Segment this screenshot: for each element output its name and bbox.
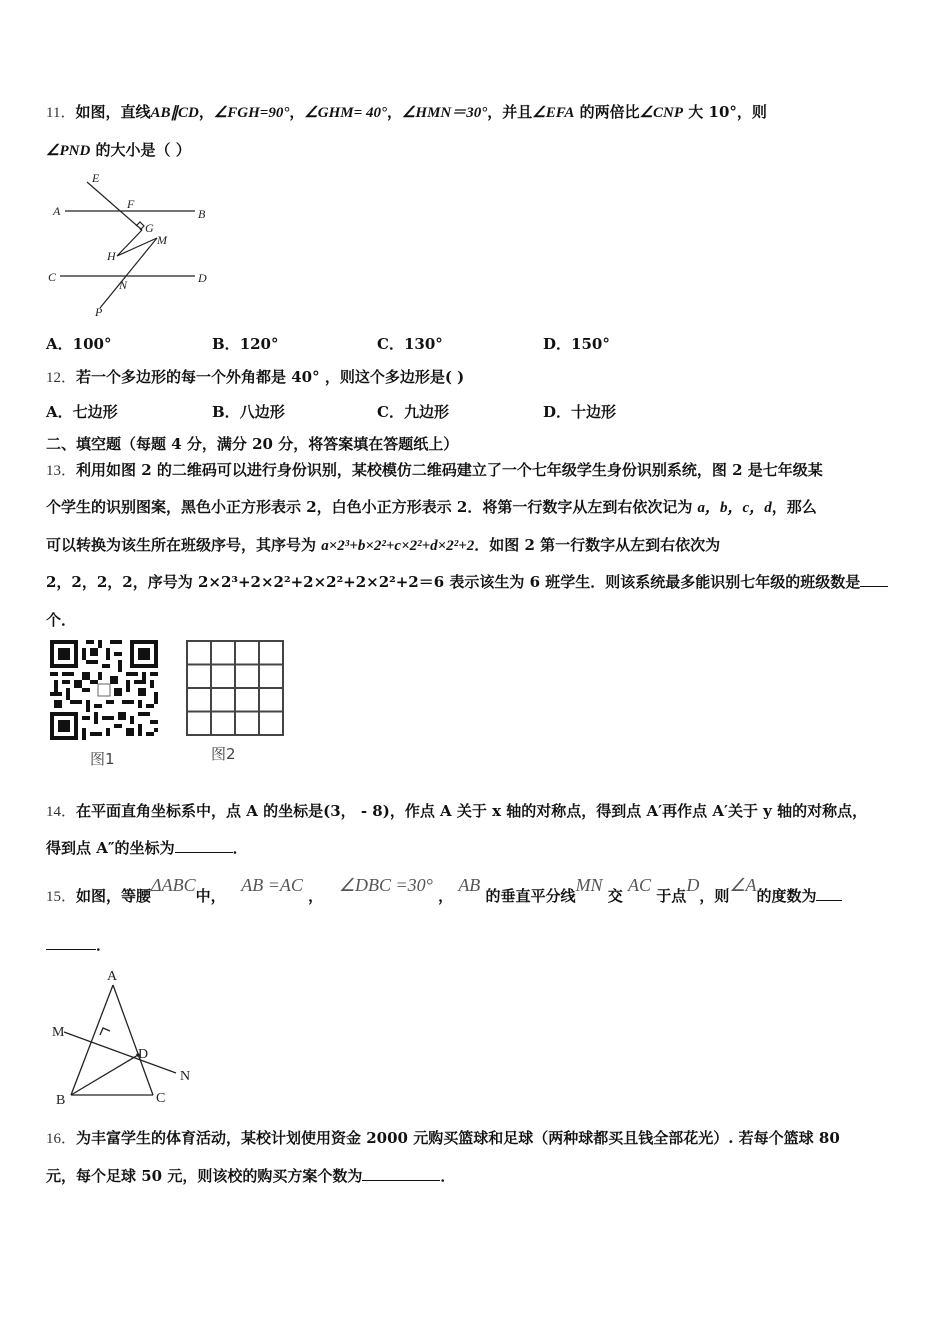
- q11-option-d: [543, 333, 610, 354]
- option-text: 120°: [239, 335, 279, 353]
- q16-line1: [46, 1128, 840, 1149]
- label-d: D: [198, 271, 207, 285]
- section-heading-fill-in-blank: 二、填空题（每题 4 分，满分 20 分，将答案填在答题纸上）: [46, 435, 459, 453]
- figure-2-caption: 图2: [211, 745, 236, 763]
- math-ac: AC: [628, 875, 652, 895]
- text: 元，每个足球 50 元，则该校的购买方案个数为: [46, 1167, 363, 1185]
- q12-option-b: [212, 401, 285, 422]
- text: ，: [198, 103, 214, 121]
- math-d: D: [686, 875, 700, 895]
- label-m: M: [157, 233, 167, 247]
- math-angle-fgh: ∠FGH=90°: [213, 105, 290, 121]
- q16-line2: [46, 1166, 455, 1186]
- q15-line1: [46, 875, 842, 907]
- text: 为丰富学生的体育活动，某校计划使用资金 2000 元购买篮球和足球（两种球都买且钱全部花光）. 若每个篮球 80: [76, 1129, 840, 1147]
- answer-blank[interactable]: [816, 887, 842, 901]
- q13-line2: [46, 497, 817, 518]
- option-letter: B．: [212, 335, 240, 353]
- q11-option-c: [377, 333, 443, 354]
- text: 2，2，2，2，序号为 2×2³+2×2²+2×2²+2×2²+2＝6 表示该生为 6 班学生．则该系统最多能识别七年级的班级数是: [46, 573, 861, 591]
- text: ．如图 2 第一行数字从左到右依次为: [474, 536, 721, 554]
- text: 于点: [656, 887, 687, 905]
- math-angle-hmn: ∠HMN＝30°: [401, 105, 488, 121]
- option-text: 十边形: [571, 403, 617, 421]
- label-h: H: [107, 249, 116, 263]
- text: 的大小是（ ）: [90, 141, 191, 159]
- text: 可以转换为该生所在班级序号，其序号为: [46, 536, 322, 554]
- math-ab: AB: [458, 875, 481, 895]
- option-text: 130°: [403, 335, 443, 353]
- math-angle-a: ∠A: [729, 875, 757, 895]
- option-text: 150°: [571, 335, 610, 353]
- text: 的垂直平分线: [485, 887, 576, 905]
- text: ，那么: [771, 498, 817, 516]
- q13-line1: [46, 460, 823, 481]
- q14-line2: [46, 838, 248, 858]
- math-angle-pnd: ∠PND: [46, 143, 91, 159]
- option-letter: C．: [377, 335, 404, 353]
- option-letter: A．: [46, 335, 73, 353]
- text: ．: [232, 839, 248, 857]
- q12-option-d: [543, 401, 616, 422]
- label-a: A: [107, 969, 118, 984]
- text: 利用如图 2 的二维码可以进行身份识别，某校模仿二维码建立了一个七年级学生身份识别系统，图 2 是七年级某: [76, 461, 823, 479]
- q15-line2: [46, 935, 111, 955]
- text: 的度数为: [756, 887, 817, 905]
- answer-blank[interactable]: [362, 1167, 440, 1181]
- option-letter: A．: [46, 403, 73, 421]
- option-text: 100°: [72, 335, 112, 353]
- text: 大 10°，则: [683, 103, 767, 121]
- answer-blank[interactable]: [860, 573, 888, 587]
- label-n: N: [180, 1069, 191, 1084]
- text: ，: [289, 103, 305, 121]
- text: ，: [386, 103, 402, 121]
- math-angle-dbc: ∠DBC =30°: [338, 875, 433, 895]
- text: 如图，等腰: [76, 887, 152, 905]
- q12-option-a: [46, 401, 118, 422]
- math-vars: a，b，c，d: [697, 500, 772, 516]
- math-angle-cnp: ∠CNP: [639, 105, 684, 121]
- label-d: D: [138, 1047, 149, 1062]
- option-letter: D．: [543, 403, 572, 421]
- q12-number: 12．: [46, 370, 77, 386]
- option-text: 八边形: [239, 403, 285, 421]
- label-b: B: [56, 1093, 66, 1108]
- q11-option-b: [212, 333, 279, 354]
- text: 个学生的识别图案，黑色小正方形表示 2，白色小正方形表示 2．将第一行数字从左到右依次记为: [46, 498, 698, 516]
- text: 在平面直角坐标系中，点 A 的坐标是(3， - 8)，作点 A 关于 x 轴的对称点，得到点 A′再作点 A′关于 y 轴的对称点，: [76, 802, 868, 820]
- option-letter: B．: [212, 403, 240, 421]
- figure-1-caption: 图1: [90, 750, 115, 768]
- label-g: G: [145, 221, 154, 235]
- label-b: B: [198, 207, 206, 221]
- label-a: A: [53, 204, 61, 218]
- option-letter: C．: [377, 403, 404, 421]
- text: 交: [607, 887, 623, 905]
- qr-code-figure: [50, 640, 158, 740]
- label-p: P: [95, 305, 103, 318]
- q11-option-a: [46, 333, 111, 354]
- q12-option-c: [377, 401, 449, 422]
- math-ab-parallel-cd: AB∥CD: [150, 105, 199, 121]
- q13-line5: 个．: [46, 611, 77, 629]
- math-mn: MN: [575, 875, 603, 895]
- text: ，并且: [487, 103, 533, 121]
- math-angle-ghm: ∠GHM= 40°: [304, 105, 387, 121]
- label-n: N: [119, 278, 128, 292]
- grid-figure-4x4: [186, 640, 284, 736]
- label-e: E: [92, 171, 100, 185]
- answer-blank-continued[interactable]: [46, 936, 96, 950]
- text: ．: [440, 1167, 456, 1185]
- text: 如图，直线: [75, 103, 151, 121]
- q13-line4: [46, 572, 888, 592]
- text: ，: [308, 887, 324, 905]
- q13-line3: [46, 535, 720, 556]
- option-letter: D．: [543, 335, 572, 353]
- label-f: F: [127, 197, 135, 211]
- q15-number: 15．: [46, 889, 77, 905]
- q13-number: 13．: [46, 463, 77, 479]
- q11-line1: [46, 102, 767, 123]
- text: 中，: [195, 887, 226, 905]
- answer-blank[interactable]: [175, 839, 233, 853]
- text: 的两倍比: [574, 103, 640, 121]
- option-text: 七边形: [72, 403, 118, 421]
- q14-number: 14．: [46, 804, 77, 820]
- q16-number: 16．: [46, 1131, 77, 1147]
- math-ab-eq-ac: AB =AC: [241, 875, 303, 895]
- math-angle-efa: ∠EFA: [532, 105, 575, 121]
- q14-line1: [46, 801, 867, 822]
- q15-figure-isosceles-triangle: [48, 965, 208, 1110]
- option-text: 九边形: [403, 403, 449, 421]
- text: ．: [96, 936, 112, 954]
- text: ，: [438, 887, 454, 905]
- q11-figure-parallel-lines: [45, 168, 220, 318]
- math-triangle-abc: ΔABC: [151, 875, 196, 895]
- q11-number: 11．: [46, 105, 76, 121]
- text: ，则: [699, 887, 730, 905]
- math-formula: a×2³+b×2²+c×2²+d×2²+2: [321, 538, 475, 554]
- label-m: M: [52, 1025, 65, 1040]
- text: 得到点 A″的坐标为: [46, 839, 175, 857]
- q12-text: 若一个多边形的每一个外角都是 40° ，则这个多边形是( ): [76, 368, 465, 386]
- label-c: C: [156, 1091, 166, 1106]
- label-c: C: [48, 270, 57, 284]
- q11-line2: [46, 140, 191, 161]
- q12-stem: [46, 367, 464, 388]
